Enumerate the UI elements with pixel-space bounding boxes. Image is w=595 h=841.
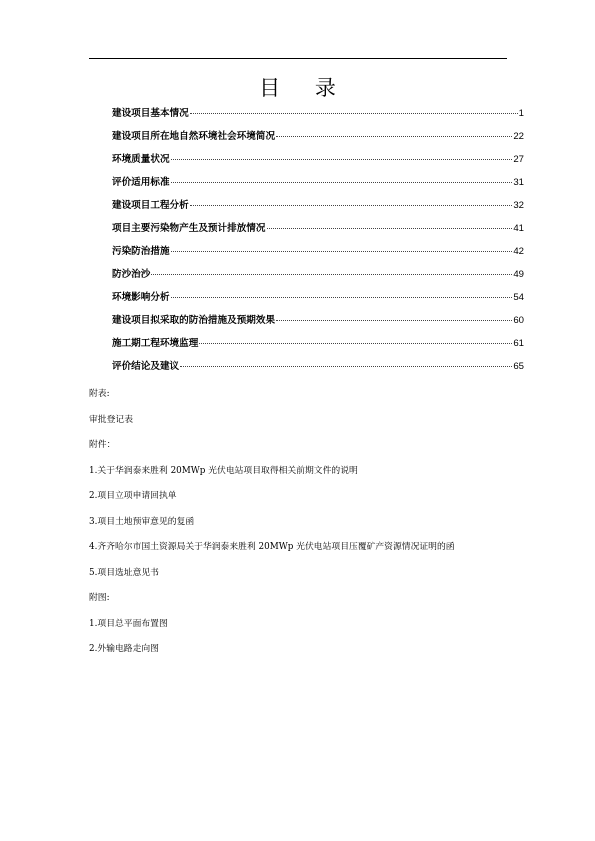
toc-page-number: 65 [513,361,524,372]
appendix-item: 4.齐齐哈尔市国土资源局关于华润泰来胜利 20MWp 光伏电站项目压覆矿产资源情况证明的函 [89,542,455,552]
toc-dot-leader [171,159,513,160]
toc-page-number: 1 [518,108,524,119]
toc-page-number: 61 [513,338,524,349]
appendix-item: 5.项目选址意见书 [89,567,159,578]
toc-entry-label: 评价适用标准 [112,177,170,188]
toc-entry[interactable] [112,263,524,286]
toc-entry-label: 建设项目工程分析 [112,200,189,211]
toc-entry[interactable] [112,171,524,194]
toc-dot-leader [190,205,513,206]
table-of-contents [112,102,524,378]
toc-dot-leader [276,136,512,137]
toc-entry-label: 项目主要污染物产生及预计排放情况 [112,223,266,234]
toc-page-number: 41 [513,223,524,234]
toc-entry[interactable] [112,125,524,148]
toc-entry-label: 建设项目所在地自然环境社会环境简况 [112,131,276,142]
appendix-item: 3.项目土地预审意见的复函 [89,516,195,527]
header-rule [89,58,507,59]
toc-entry[interactable] [112,309,524,332]
appendix-item: 审批登记表 [89,414,133,425]
toc-entry-label: 污染防治措施 [112,246,170,257]
toc-page-number: 54 [513,292,524,303]
toc-entry[interactable] [112,286,524,309]
attached-figures-heading: 附图: [89,593,110,603]
toc-entry-label: 环境质量状况 [112,154,170,165]
toc-entry-label: 评价结论及建议 [112,361,180,372]
toc-page-number: 31 [513,177,524,188]
toc-entry[interactable] [112,194,524,217]
toc-entry-label: 建设项目拟采取的防治措施及预期效果 [112,315,276,326]
toc-page-number: 27 [513,154,524,165]
toc-entry[interactable] [112,332,524,355]
toc-entry[interactable] [112,355,524,378]
toc-page-number: 32 [513,200,524,211]
toc-dot-leader [276,320,512,321]
toc-entry-label: 环境影响分析 [112,292,170,303]
page-title: 目 录 [259,76,350,100]
toc-page-number: 42 [513,246,524,257]
toc-entry-label: 建设项目基本情况 [112,108,189,119]
toc-dot-leader [171,297,513,298]
toc-entry-label: 施工期工程环境监理 [112,338,199,349]
toc-entry[interactable] [112,217,524,240]
toc-page-number: 49 [513,269,524,280]
toc-dot-leader [190,113,518,114]
toc-dot-leader [171,182,513,183]
appendix-item: 2.项目立项申请回执单 [89,491,177,501]
toc-page-number: 60 [513,315,524,326]
toc-entry[interactable] [112,148,524,171]
toc-page-number: 22 [513,131,524,142]
toc-dot-leader [180,366,512,367]
toc-entry[interactable] [112,102,524,125]
appendix-item: 2.外输电路走向图 [89,644,159,654]
toc-dot-leader [171,251,513,252]
toc-dot-leader [151,274,512,275]
appendix-item: 1.项目总平面布置图 [89,618,168,629]
toc-entry-label: 防沙治沙 [112,269,151,280]
toc-entry[interactable] [112,240,524,263]
attachments-heading: 附件： [89,440,116,450]
toc-dot-leader [199,343,512,344]
attached-tables-heading: 附表: [89,389,110,399]
appendix-item: 1.关于华润泰来胜利 20MWp 光伏电站项目取得相关前期文件的说明 [89,465,358,476]
appendix-list [89,382,529,663]
toc-dot-leader [267,228,513,229]
